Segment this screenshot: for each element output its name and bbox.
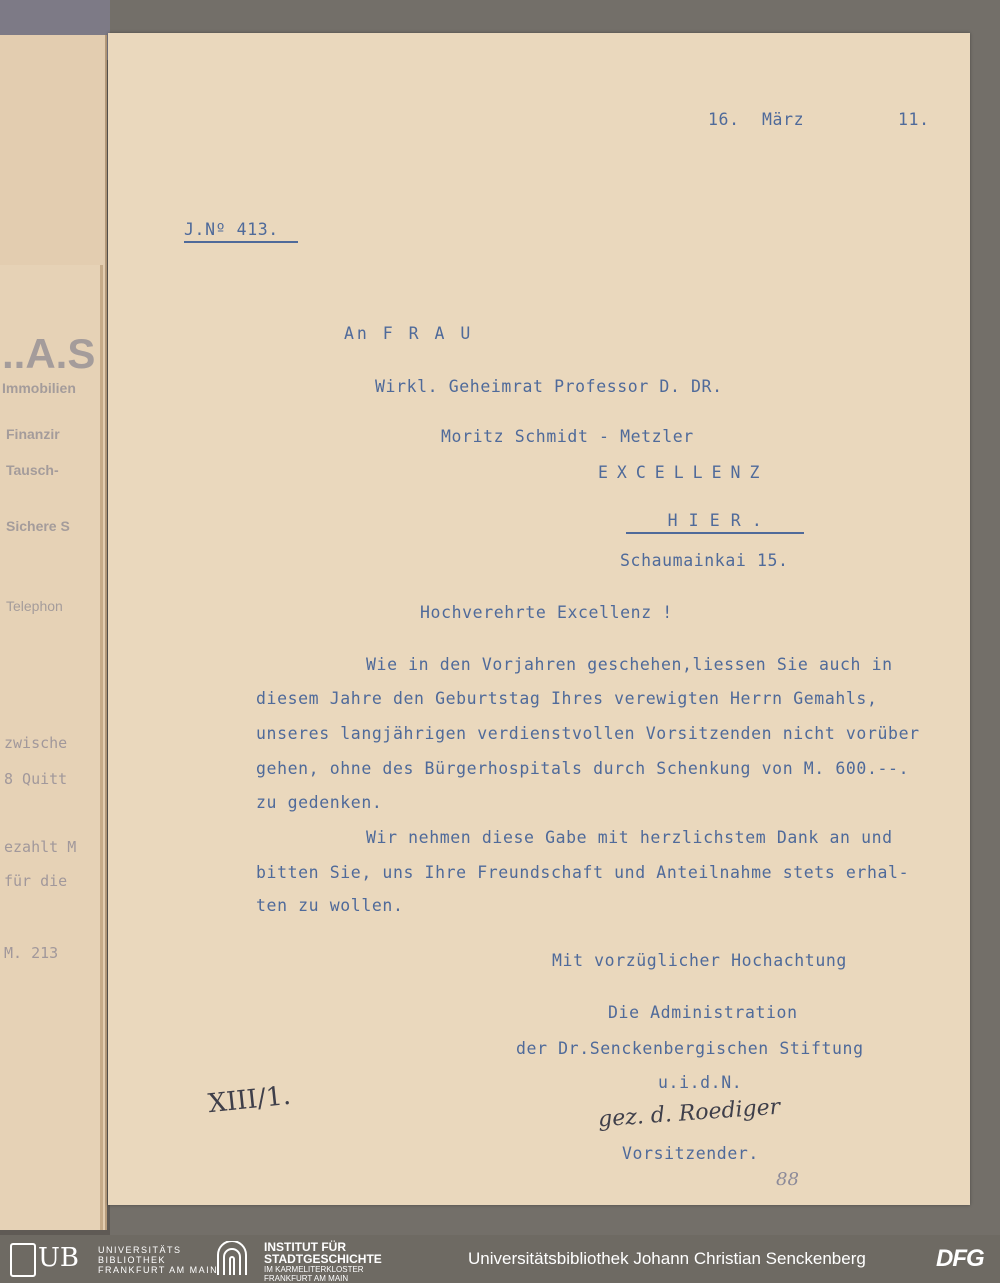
underlying-line: Finanzir xyxy=(6,426,60,442)
signature-block-line: der Dr.Senckenbergischen Stiftung xyxy=(516,1039,864,1058)
journal-number: J.Nº 413. xyxy=(184,220,298,243)
body-line: ten zu wollen. xyxy=(256,896,404,915)
footer-bar xyxy=(0,1235,1000,1283)
address-place: H I E R . xyxy=(626,511,804,534)
address-name: Moritz Schmidt - Metzler xyxy=(441,427,694,446)
ub-emblem-icon xyxy=(10,1243,36,1277)
body-line: gehen, ohne des Bürgerhospitals durch Schenkung von M. 600.--. xyxy=(256,759,910,778)
underlying-line: ezahlt M xyxy=(4,838,77,856)
address-street: Schaumainkai 15. xyxy=(620,551,789,570)
address-title: Wirkl. Geheimrat Professor D. DR. xyxy=(375,377,723,396)
address-salutation: An F R A U xyxy=(344,324,474,343)
library-caption: Universitätsbibliothek Johann Christian Senckenberg xyxy=(468,1249,866,1268)
date-year: 11. xyxy=(898,110,930,129)
signature-block-line: Die Administration xyxy=(608,1003,798,1022)
signer-role: Vorsitzender. xyxy=(622,1144,759,1163)
body-line: Wie in den Vorjahren geschehen,liessen Sie auch in xyxy=(366,655,893,674)
underlying-line: für die xyxy=(4,872,68,890)
page-number: 88 xyxy=(776,1169,799,1190)
body-line: diesem Jahre den Geburtstag Ihres verewigten Herrn Gemahls, xyxy=(256,689,878,708)
underlying-line: Tausch- xyxy=(6,462,59,478)
date-month: März xyxy=(762,110,805,129)
date-day: 16. xyxy=(708,110,740,129)
ub-text: UNIVERSITÄTS BIBLIOTHEK FRANKFURT AM MAIN xyxy=(98,1245,219,1275)
body-line: unseres langjährigen verdienstvollen Vorsitzenden nicht vorüber xyxy=(256,724,920,743)
isg-arch-icon xyxy=(214,1241,250,1275)
file-mark: XIII/1. xyxy=(206,1080,293,1120)
body-line: Wir nehmen diese Gabe mit herzlichstem Dank an und xyxy=(366,828,893,847)
body-line: bitten Sie, uns Ihre Freundschaft und Anteilnahme stets erhal- xyxy=(256,863,910,882)
underlying-line: Sichere S xyxy=(6,518,70,534)
underlying-letterhead: ..A.S xyxy=(2,330,96,377)
isg-text: INSTITUT FÜR STADTGESCHICHTE IM KARMELITERKLOSTER FRANKFURT AM MAIN xyxy=(264,1240,382,1283)
ub-mark: UB xyxy=(38,1243,80,1273)
underlying-line: Immobilien xyxy=(2,380,76,396)
closing: Mit vorzüglicher Hochachtung xyxy=(552,951,847,970)
signature-block-line: u.i.d.N. xyxy=(658,1073,743,1092)
underlying-line: M. 213 xyxy=(4,944,59,962)
dfg-logo: DFG xyxy=(936,1245,984,1272)
underlying-line: zwische xyxy=(4,734,68,752)
letter-page xyxy=(108,33,970,1205)
address-honorific: EXCELLENZ xyxy=(598,463,769,482)
handwritten-signature: gez. d. Roediger xyxy=(597,1094,781,1133)
body-line: zu gedenken. xyxy=(256,793,383,812)
underlying-line: 8 Quitt xyxy=(4,770,68,788)
underlying-line: Telephon xyxy=(6,598,63,614)
greeting: Hochverehrte Excellenz ! xyxy=(420,603,673,622)
